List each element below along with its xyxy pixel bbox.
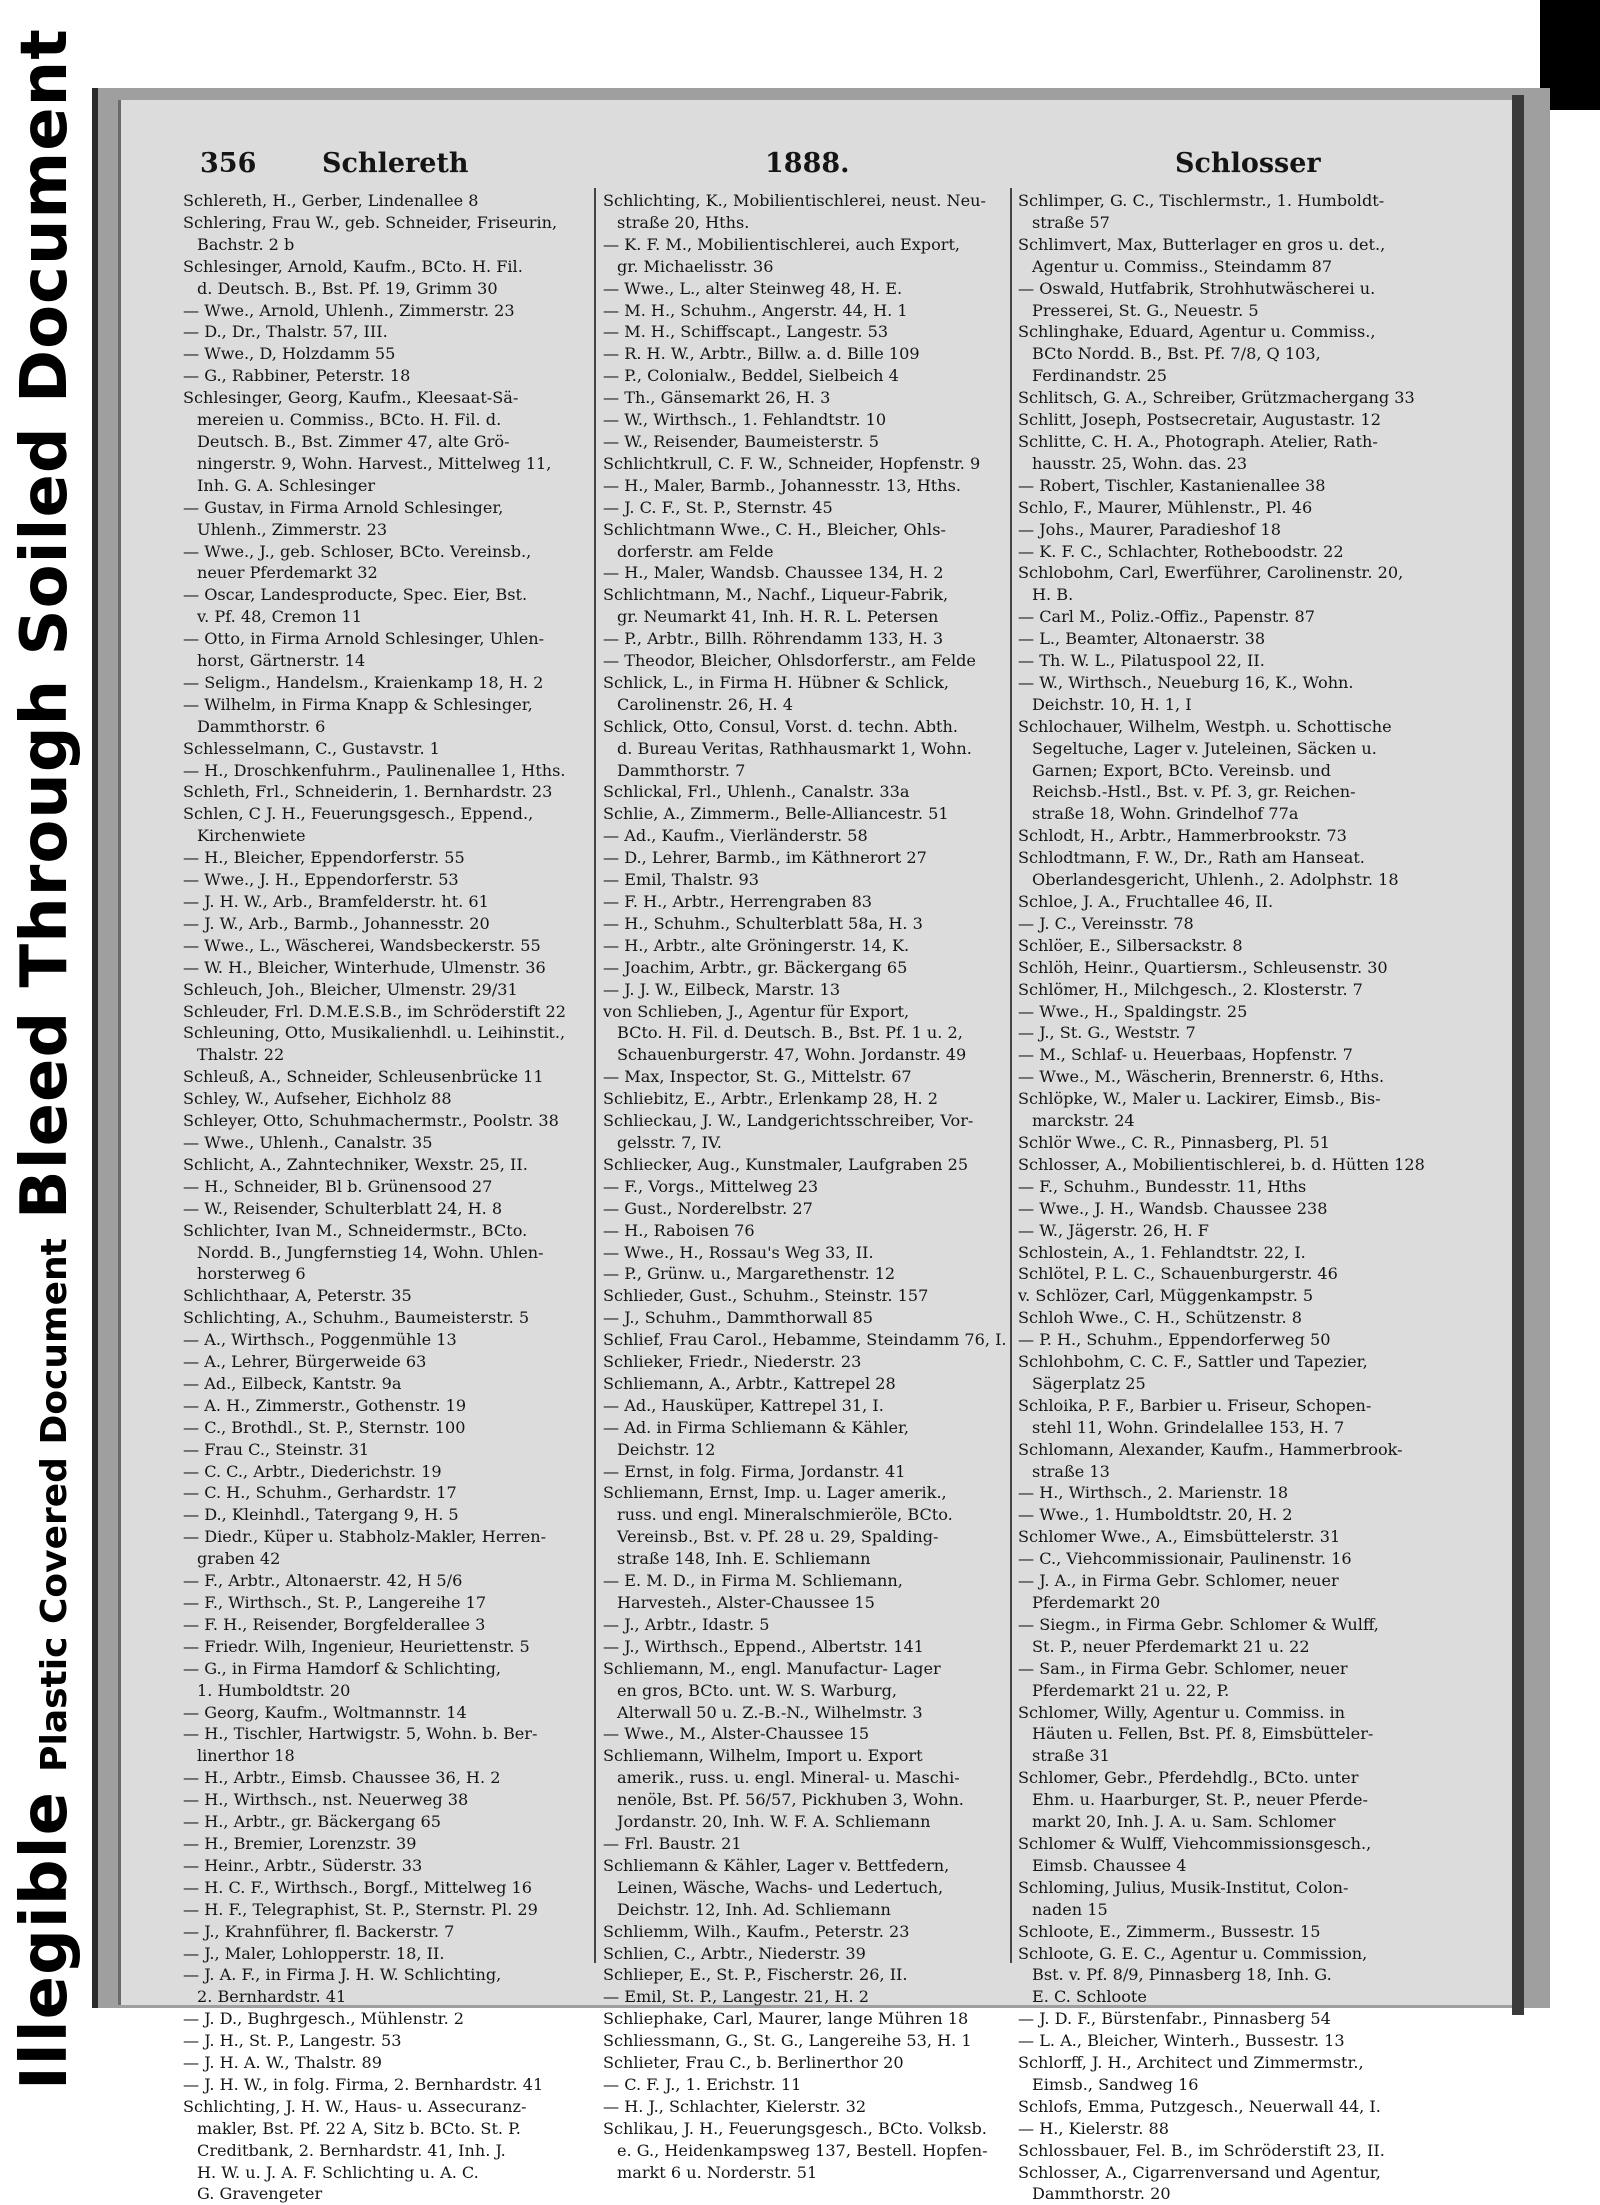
directory-entry-line: — Gust., Norderelbstr. 27 — [603, 1198, 813, 1218]
directory-entry-line: Schlomer, Willy, Agentur u. Commiss. in — [1018, 1702, 1346, 1722]
directory-entry-line: Uhlenh., Zimmerstr. 23 — [197, 519, 388, 539]
directory-entry-line: horsterweg 6 — [197, 1264, 306, 1284]
directory-entry-line: Schauenburgerstr. 47, Wohn. Jordanstr. 49 — [617, 1045, 967, 1065]
directory-entry-line: makler, Bst. Pf. 22 A, Sitz b. BCto. St. P. — [197, 2118, 521, 2138]
directory-entry-line: Schlomer & Wulff, Viehcommissionsgesch., — [1018, 1833, 1372, 1853]
directory-entry-line: 2. Bernhardstr. 41 — [197, 1987, 347, 2007]
directory-entry-line: Schloming, Julius, Musik-Institut, Colon- — [1018, 1877, 1349, 1897]
directory-entry-line: — W., Wirthsch., Neueburg 16, K., Wohn. — [1018, 672, 1354, 692]
directory-entry-line: Harvesteh., Alster-Chaussee 15 — [617, 1593, 875, 1612]
directory-entry-line: Schlötel, P. L. C., Schauenburgerstr. 46 — [1018, 1264, 1338, 1284]
directory-entry-line: — L., Beamter, Altonaerstr. 38 — [1018, 629, 1266, 649]
directory-entry-line: — A. H., Zimmerstr., Gothenstr. 19 — [183, 1395, 467, 1415]
directory-entry-line: — P., Arbtr., Billh. Röhrendamm 133, H. 3 — [603, 629, 944, 649]
header-first-word: Schlereth — [322, 148, 469, 179]
directory-entry-line: amerik., russ. u. engl. Mineral- u. Maschi- — [617, 1768, 960, 1788]
directory-entry-line: Schlöer, E., Silbersackstr. 8 — [1018, 935, 1243, 955]
directory-entry-line: — Seligm., Handelsm., Kraienkamp 18, H. 2 — [183, 672, 544, 692]
directory-entry-line: Thalstr. 22 — [197, 1045, 285, 1065]
directory-entry-line: — Ernst, in folg. Firma, Jordanstr. 41 — [603, 1461, 906, 1481]
directory-entry-line: — J. D. F., Bürstenfabr., Pinnasberg 54 — [1018, 2009, 1331, 2029]
directory-entry-line: Garnen; Export, BCto. Vereinsb. und — [1032, 760, 1331, 780]
directory-entry-line: — Th. W. L., Pilatuspool 22, II. — [1018, 651, 1265, 671]
directory-entry-line: BCto Nordd. B., Bst. Pf. 7/8, Q 103, — [1032, 344, 1321, 364]
directory-entry-line: — Wwe., L., alter Steinweg 48, H. E. — [603, 278, 903, 298]
header-year: 1888. — [765, 148, 850, 179]
directory-entry-line: Reichsb.-Hstl., Bst. v. Pf. 3, gr. Reichen- — [1032, 782, 1356, 802]
directory-entry-line: — Oswald, Hutfabrik, Strohhutwäscherei u. — [1018, 278, 1376, 298]
directory-entry-line: Jordanstr. 20, Inh. W. F. A. Schliemann — [617, 1812, 931, 1832]
condition-plastic-covered: Plastic Covered Document — [34, 1238, 75, 1772]
directory-entry-line: Schlör Wwe., C. R., Pinnasberg, Pl. 51 — [1018, 1132, 1330, 1152]
directory-entry-line: — Sam., in Firma Gebr. Schlomer, neuer — [1018, 1658, 1348, 1678]
directory-entry-line: — M. H., Schuhm., Angerstr. 44, H. 1 — [603, 300, 908, 320]
directory-entry-line: — Robert, Tischler, Kastanienallee 38 — [1018, 475, 1326, 495]
directory-entry-line: Inh. G. A. Schlesinger — [197, 475, 376, 495]
directory-entry-line: — H. J., Schlachter, Kielerstr. 32 — [603, 2096, 867, 2116]
directory-entry-line: Schlie, A., Zimmerm., Belle-Alliancestr. 51 — [603, 804, 949, 824]
directory-entry-line: Schlicht, A., Zahntechniker, Wexstr. 25, II. — [183, 1154, 528, 1174]
directory-entry-line: Schlieter, Frau C., b. Berlinerthor 20 — [603, 2053, 904, 2073]
directory-entry-line: Schlichtmann Wwe., C. H., Bleicher, Ohls- — [603, 519, 946, 539]
directory-entry-line: gelsstr. 7, IV. — [617, 1132, 722, 1152]
directory-entry-line: — Wwe., Arnold, Uhlenh., Zimmerstr. 23 — [183, 300, 515, 320]
directory-entry-line: v. Schlözer, Carl, Müggenkampstr. 5 — [1018, 1286, 1314, 1306]
directory-entry-line: Schlohbohm, C. C. F., Sattler und Tapezier, — [1018, 1352, 1368, 1372]
directory-entry-line: Schlieker, Friedr., Niederstr. 23 — [603, 1352, 862, 1372]
directory-entry-line: Schloote, G. E. C., Agentur u. Commission, — [1018, 1943, 1368, 1963]
directory-entry-line: H. W. u. J. A. F. Schlichting u. A. C. — [197, 2162, 479, 2182]
directory-entry-line: — C., Brothdl., St. P., Sternstr. 100 — [183, 1417, 466, 1437]
directory-column-2 — [603, 190, 1013, 2183]
directory-entry-line: Schlitsch, G. A., Schreiber, Grützmachergang 33 — [1018, 388, 1415, 408]
directory-entry-line: Deichstr. 12, Inh. Ad. Schliemann — [617, 1899, 891, 1919]
directory-entry-line: — Th., Gänsemarkt 26, H. 3 — [603, 388, 831, 408]
directory-entry-line: Schliessmann, G., St. G., Langereihe 53, H. 1 — [603, 2031, 972, 2051]
directory-entry-line: — Frau C., Steinstr. 31 — [183, 1439, 370, 1459]
directory-entry-line: Schliemm, Wilh., Kaufm., Peterstr. 23 — [603, 1921, 910, 1941]
directory-entry-line: — H. F., Telegraphist, St. P., Sternstr. Pl. 29 — [183, 1899, 538, 1919]
directory-entry-line: — H., Droschkenfuhrm., Paulinenallee 1, Hths. — [183, 760, 566, 780]
directory-entry-line: Dammthorstr. 7 — [617, 760, 746, 780]
directory-entry-line: — J. D., Bughrgesch., Mühlenstr. 2 — [183, 2009, 465, 2029]
directory-entry-line: — A., Wirthsch., Poggenmühle 13 — [183, 1330, 457, 1350]
directory-column-3 — [1018, 190, 1428, 2205]
directory-entry-line: — Wwe., H., Spaldingstr. 25 — [1018, 1001, 1248, 1021]
condition-illegible: Illegible — [8, 1791, 82, 2090]
directory-entry-line: stehl 11, Wohn. Grindelallee 153, H. 7 — [1032, 1417, 1345, 1437]
directory-entry-line: — K. F. M., Mobilientischlerei, auch Export, — [603, 234, 961, 254]
directory-entry-line: — Frl. Baustr. 21 — [603, 1833, 742, 1853]
directory-entry-line: Schliebitz, E., Arbtr., Erlenkamp 28, H. 2 — [603, 1089, 939, 1109]
header-last-word: Schlosser — [1175, 148, 1321, 179]
directory-entry-line: — H., Bremier, Lorenzstr. 39 — [183, 1833, 417, 1853]
directory-entry-line: Schlick, L., in Firma H. Hübner & Schlick, — [603, 672, 950, 692]
directory-entry-line: Schlosser, A., Cigarrenversand und Agentur, — [1018, 2162, 1381, 2182]
directory-entry-line: — H., Bleicher, Eppendorferstr. 55 — [183, 848, 465, 868]
directory-entry-line: — F., Schuhm., Bundesstr. 11, Hths — [1018, 1176, 1307, 1196]
directory-entry-line: horst, Gärtnerstr. 14 — [197, 651, 366, 671]
directory-entry-line: G. Gravengeter — [197, 2184, 323, 2204]
directory-entry-line: hausstr. 25, Wohn. das. 23 — [1032, 453, 1248, 473]
directory-entry-line: Schlitt, Joseph, Postsecretair, Augustastr. 12 — [1018, 410, 1381, 430]
directory-entry-line: — H., Wirthsch., 2. Marienstr. 18 — [1018, 1483, 1289, 1503]
directory-entry-line: Schliecker, Aug., Kunstmaler, Laufgraben 25 — [603, 1154, 969, 1174]
directory-entry-line: — P. H., Schuhm., Eppendorferweg 50 — [1018, 1330, 1331, 1350]
directory-entry-line: Schlostein, A., 1. Fehlandtstr. 22, I. — [1018, 1242, 1306, 1262]
directory-entry-line: — Georg, Kaufm., Woltmannstr. 14 — [183, 1702, 467, 1722]
directory-entry-line: ningerstr. 9, Wohn. Harvest., Mittelweg 11, — [197, 453, 552, 473]
directory-entry-line: — H., Wirthsch., nst. Neuerweg 38 — [183, 1790, 469, 1810]
directory-entry-line: — E. M. D., in Firma M. Schliemann, — [603, 1571, 903, 1591]
directory-entry-line: Schlorff, J. H., Architect und Zimmermstr., — [1018, 2053, 1364, 2073]
directory-entry-line: gr. Neumarkt 41, Inh. H. R. L. Petersen — [617, 607, 939, 627]
directory-entry-line: russ. und engl. Mineralschmieröle, BCto. — [617, 1505, 953, 1525]
directory-entry-line: — W., Wirthsch., 1. Fehlandtstr. 10 — [603, 410, 887, 430]
directory-entry-line: Schlichting, J. H. W., Haus- u. Assecuranz- — [183, 2096, 527, 2116]
directory-entry-line: St. P., neuer Pferdemarkt 21 u. 22 — [1032, 1636, 1310, 1656]
directory-entry-line: Schlomer, Gebr., Pferdehdlg., BCto. unter — [1018, 1768, 1359, 1788]
directory-entry-line: — Wwe., L., Wäscherei, Wandsbeckerstr. 55 — [183, 935, 541, 955]
directory-entry-line: naden 15 — [1032, 1899, 1108, 1919]
directory-entry-line: Schlikau, J. H., Feuerungsgesch., BCto. Volksb. — [603, 2118, 987, 2138]
directory-entry-line: Ferdinandstr. 25 — [1032, 366, 1167, 386]
directory-entry-line: Schlömer, H., Milchgesch., 2. Klosterstr. 7 — [1018, 979, 1363, 999]
directory-entry-line: — H., Kielerstr. 88 — [1018, 2118, 1170, 2138]
directory-entry-line: Dammthorstr. 20 — [1032, 2184, 1171, 2204]
directory-entry-line: Schlieder, Gust., Schuhm., Steinstr. 157 — [603, 1286, 929, 1306]
directory-entry-line: — F. H., Reisender, Borgfelderallee 3 — [183, 1614, 486, 1634]
directory-entry-line: — J. H. W., Arb., Bramfelderstr. ht. 61 — [183, 892, 489, 911]
directory-entry-line: dorferstr. am Felde — [617, 541, 774, 561]
directory-entry-line: — C. F. J., 1. Erichstr. 11 — [603, 2074, 802, 2094]
directory-entry-line: — J. A. F., in Firma J. H. W. Schlichting, — [183, 1965, 502, 1985]
directory-entry-line: Schlesinger, Georg, Kaufm., Kleesaat-Sä- — [183, 388, 519, 408]
directory-entry-line: Deichstr. 12 — [617, 1439, 716, 1459]
directory-entry-line: nenöle, Bst. Pf. 56/57, Pickhuben 3, Wohn. — [617, 1790, 964, 1810]
directory-entry-line: Schloote, E., Zimmerm., Bussestr. 15 — [1018, 1921, 1321, 1941]
directory-entry-line: — J., Wirthsch., Eppend., Albertstr. 141 — [603, 1636, 924, 1656]
directory-entry-line: — Otto, in Firma Arnold Schlesinger, Uhlen- — [183, 629, 545, 649]
directory-entry-line: — Wwe., H., Rossau's Weg 33, II. — [603, 1242, 874, 1262]
document-condition-label — [0, 0, 90, 2177]
directory-entry-line: — Carl M., Poliz.-Offiz., Papenstr. 87 — [1018, 607, 1315, 627]
condition-bleed-through: Bleed Through Soiled Document — [8, 28, 82, 1220]
directory-entry-line: e. G., Heidenkampsweg 137, Bestell. Hopfen- — [617, 2140, 988, 2160]
directory-entry-line: — W., Reisender, Schulterblatt 24, H. 8 — [183, 1198, 503, 1218]
directory-entry-line: Schloh Wwe., C. H., Schützenstr. 8 — [1018, 1308, 1302, 1328]
directory-entry-line: — J., Schuhm., Dammthorwall 85 — [603, 1308, 873, 1328]
directory-entry-line: — Wwe., J. H., Eppendorferstr. 53 — [183, 870, 459, 890]
directory-entry-line: Schlichtkrull, C. F. W., Schneider, Hopfenstr. 9 — [603, 453, 981, 473]
directory-entry-line: Schleyer, Otto, Schuhmachermstr., Poolstr. 38 — [183, 1111, 559, 1131]
directory-entry-line: d. Deutsch. B., Bst. Pf. 19, Grimm 30 — [197, 278, 498, 298]
directory-entry-line: — Wwe., J. H., Wandsb. Chaussee 238 — [1018, 1198, 1328, 1218]
directory-entry-line: — P., Grünw. u., Margarethenstr. 12 — [603, 1264, 896, 1284]
directory-entry-line: — Ad., Eilbeck, Kantstr. 9a — [183, 1373, 402, 1393]
directory-entry-line: Schliemann, M., engl. Manufactur- Lager — [603, 1658, 941, 1678]
directory-entry-line: Schlochauer, Wilhelm, Westph. u. Schottische — [1018, 716, 1392, 736]
directory-entry-line: — J. J. W., Eilbeck, Marstr. 13 — [603, 979, 841, 999]
directory-entry-line: Segeltuche, Lager v. Juteleinen, Säcken u. — [1032, 738, 1377, 758]
directory-entry-line: Alterwall 50 u. Z.-B.-N., Wilhelmstr. 3 — [617, 1702, 923, 1722]
directory-entry-line: Schlichting, K., Mobilientischlerei, neust. Neu- — [603, 191, 986, 210]
directory-entry-line: Schlick, Otto, Consul, Vorst. d. techn. Abth. — [603, 716, 958, 736]
directory-entry-line: Eimsb. Chaussee 4 — [1032, 1855, 1187, 1875]
directory-entry-line: graben 42 — [197, 1549, 281, 1569]
directory-entry-line: v. Pf. 48, Cremon 11 — [197, 607, 363, 627]
directory-entry-line: straße 20, Hths. — [617, 212, 750, 232]
directory-entry-line: Schlichtmann, M., Nachf., Liqueur-Fabrik, — [603, 585, 949, 605]
directory-entry-line: — H., Maler, Barmb., Johannesstr. 13, Hths. — [603, 475, 961, 495]
directory-entry-line: Leinen, Wäsche, Wachs- und Ledertuch, — [617, 1877, 944, 1897]
directory-entry-line: Eimsb., Sandweg 16 — [1032, 2074, 1199, 2094]
directory-entry-line: — H., Tischler, Hartwigstr. 5, Wohn. b. Ber- — [183, 1724, 538, 1744]
directory-entry-line: — J. H., St. P., Langestr. 53 — [183, 2031, 402, 2051]
page-number: 356 — [200, 148, 257, 179]
directory-entry-line: — L. A., Bleicher, Winterh., Bussestr. 13 — [1018, 2031, 1345, 2051]
directory-entry-line: Schloika, P. F., Barbier u. Friseur, Schopen- — [1018, 1395, 1372, 1415]
directory-entry-line: Schliephake, Carl, Maurer, lange Mühren 18 — [603, 2009, 969, 2029]
directory-entry-line: — H., Schuhm., Schulterblatt 58a, H. 3 — [603, 913, 923, 933]
column-divider — [594, 188, 596, 1963]
directory-entry-line: Schlodt, H., Arbtr., Hammerbrookstr. 73 — [1018, 826, 1347, 846]
directory-entry-line: Schlien, C., Arbtr., Niederstr. 39 — [603, 1943, 866, 1963]
directory-entry-line: Schleuning, Otto, Musikalienhdl. u. Leihinstit., — [183, 1023, 566, 1043]
directory-entry-line: — Ad., Hausküper, Kattrepel 31, I. — [603, 1395, 884, 1415]
directory-entry-line: Schlichting, A., Schuhm., Baumeisterstr. 5 — [183, 1308, 530, 1328]
directory-entry-line: Schlimvert, Max, Butterlager en gros u. det., — [1018, 234, 1386, 254]
directory-entry-line: — A., Lehrer, Bürgerweide 63 — [183, 1352, 427, 1372]
directory-entry-line: — F., Wirthsch., St. P., Langereihe 17 — [183, 1593, 487, 1612]
directory-entry-line: markt 6 u. Norderstr. 51 — [617, 2162, 818, 2182]
directory-entry-line: Schlossbauer, Fel. B., im Schröderstift 23, II. — [1018, 2140, 1385, 2160]
directory-entry-line: — Emil, St. P., Langestr. 21, H. 2 — [603, 1987, 869, 2007]
directory-entry-line: Schlöh, Heinr., Quartiersm., Schleusenstr. 30 — [1018, 957, 1388, 977]
directory-entry-line: — Wwe., M., Wäscherin, Brennerstr. 6, Hths. — [1018, 1067, 1385, 1087]
directory-entry-line: Schlering, Frau W., geb. Schneider, Friseurin, — [183, 212, 558, 232]
directory-entry-line: Schlimper, G. C., Tischlermstr., 1. Humboldt- — [1018, 191, 1385, 210]
directory-entry-line: Presserei, St. G., Neuestr. 5 — [1032, 300, 1259, 320]
directory-entry-line: Deichstr. 10, H. 1, I — [1032, 694, 1192, 714]
directory-entry-line: von Schlieben, J., Agentur für Export, — [603, 1001, 910, 1021]
directory-entry-line: en gros, BCto. unt. W. S. Warburg, — [617, 1680, 898, 1700]
directory-entry-line: Schlomann, Alexander, Kaufm., Hammerbrook- — [1018, 1439, 1403, 1459]
directory-entry-line: — J. H. A. W., Thalstr. 89 — [183, 2053, 383, 2073]
directory-entry-line: Schlosser, A., Mobilientischlerei, b. d. Hütten 128 — [1018, 1154, 1425, 1174]
directory-entry-line: — Wwe., M., Alster-Chaussee 15 — [603, 1724, 870, 1744]
directory-entry-line: neuer Pferdemarkt 32 — [197, 563, 378, 583]
directory-entry-line: — R. H. W., Arbtr., Billw. a. d. Bille 109 — [603, 344, 920, 364]
directory-entry-line: — J. W., Arb., Barmb., Johannesstr. 20 — [183, 913, 490, 933]
directory-entry-line: Schloe, J. A., Fruchtallee 46, II. — [1018, 892, 1274, 911]
directory-entry-line: — Heinr., Arbtr., Süderstr. 33 — [183, 1855, 423, 1875]
directory-entry-line: straße 148, Inh. E. Schliemann — [617, 1549, 871, 1569]
page-header — [200, 148, 1430, 188]
page-binding-edge — [1512, 95, 1524, 2015]
directory-entry-line: Dammthorstr. 6 — [197, 716, 326, 736]
directory-entry-line: — G., Rabbiner, Peterstr. 18 — [183, 366, 411, 386]
directory-entry-line: Vereinsb., Bst. v. Pf. 28 u. 29, Spalding- — [617, 1527, 939, 1547]
directory-entry-line: — P., Colonialw., Beddel, Sielbeich 4 — [603, 366, 899, 386]
directory-entry-line: Schleth, Frl., Schneiderin, 1. Bernhardstr. 23 — [183, 782, 553, 802]
directory-entry-line: — Wwe., 1. Humboldtstr. 20, H. 2 — [1018, 1505, 1293, 1525]
directory-entry-line: Schlomer Wwe., A., Eimsbüttelerstr. 31 — [1018, 1527, 1341, 1547]
directory-entry-line: — Siegm., in Firma Gebr. Schlomer & Wulff, — [1018, 1614, 1379, 1634]
directory-entry-line: straße 57 — [1032, 212, 1110, 232]
directory-column-1 — [183, 190, 593, 2205]
directory-entry-line: d. Bureau Veritas, Rathhausmarkt 1, Wohn. — [617, 738, 972, 758]
directory-entry-line: — K. F. C., Schlachter, Rotheboodstr. 22 — [1018, 541, 1344, 561]
directory-entry-line: Schlen, C J. H., Feuerungsgesch., Eppend., — [183, 804, 534, 824]
directory-entry-line: — F. H., Arbtr., Herrengraben 83 — [603, 892, 873, 911]
directory-entry-line: — Diedr., Küper u. Stabholz-Makler, Herren- — [183, 1527, 547, 1547]
directory-entry-line: Bst. v. Pf. 8/9, Pinnasberg 18, Inh. G. — [1032, 1965, 1332, 1985]
directory-entry-line: — J., Krahnführer, fl. Backerstr. 7 — [183, 1921, 455, 1941]
directory-entry-line: Oberlandesgericht, Uhlenh., 2. Adolphstr. 18 — [1032, 870, 1399, 890]
directory-entry-line: Agentur u. Commiss., Steindamm 87 — [1032, 256, 1333, 276]
directory-entry-line: — Wwe., Uhlenh., Canalstr. 35 — [183, 1132, 433, 1152]
directory-entry-line: Schliemann, Ernst, Imp. u. Lager amerik., — [603, 1483, 947, 1503]
directory-entry-line: Schley, W., Aufseher, Eichholz 88 — [183, 1089, 452, 1109]
directory-entry-line: — M., Schlaf- u. Heuerbaas, Hopfenstr. 7 — [1018, 1045, 1353, 1065]
directory-entry-line: — C., Viehcommissionair, Paulinenstr. 16 — [1018, 1549, 1352, 1569]
directory-entry-line: Schlitte, C. H. A., Photograph. Atelier, Rath- — [1018, 431, 1378, 451]
directory-entry-line: 1. Humboldtstr. 20 — [197, 1680, 351, 1700]
directory-entry-line: — W., Jägerstr. 26, H. F — [1018, 1220, 1209, 1240]
directory-entry-line: — H., Schneider, Bl b. Grünensood 27 — [183, 1176, 493, 1196]
directory-entry-line: markt 20, Inh. J. A. u. Sam. Schlomer — [1032, 1812, 1336, 1832]
directory-entry-line: — D., Kleinhdl., Tatergang 9, H. 5 — [183, 1505, 459, 1525]
directory-entry-line: — H., Arbtr., Eimsb. Chaussee 36, H. 2 — [183, 1768, 501, 1788]
directory-entry-line: Schlodtmann, F. W., Dr., Rath am Hanseat. — [1018, 848, 1365, 868]
directory-entry-line: — J. A., in Firma Gebr. Schlomer, neuer — [1018, 1571, 1339, 1591]
directory-entry-line: marckstr. 24 — [1032, 1111, 1135, 1131]
directory-entry-line: Schleuß, A., Schneider, Schleusenbrücke 11 — [183, 1067, 544, 1087]
directory-entry-line: — C. H., Schuhm., Gerhardstr. 17 — [183, 1483, 457, 1503]
directory-entry-line: Kirchenwiete — [197, 826, 306, 846]
directory-entry-line: — Emil, Thalstr. 93 — [603, 870, 759, 890]
directory-entry-line: Deutsch. B., Bst. Zimmer 47, alte Grö- — [197, 431, 510, 451]
directory-entry-line: Schliemann, A., Arbtr., Kattrepel 28 — [603, 1373, 896, 1393]
directory-entry-line: mereien u. Commiss., BCto. H. Fil. d. — [197, 410, 502, 430]
directory-entry-line: — G., in Firma Hamdorf & Schlichting, — [183, 1658, 502, 1678]
directory-entry-line: — H., Arbtr., alte Gröningerstr. 14, K. — [603, 935, 910, 955]
directory-entry-line: — J., Maler, Lohlopperstr. 18, II. — [183, 1943, 445, 1963]
directory-entry-line: — W., Reisender, Baumeisterstr. 5 — [603, 431, 879, 451]
directory-entry-line: — H., Maler, Wandsb. Chaussee 134, H. 2 — [603, 563, 944, 583]
directory-entry-line: Carolinenstr. 26, H. 4 — [617, 694, 793, 714]
directory-entry-line: — Joachim, Arbtr., gr. Bäckergang 65 — [603, 957, 908, 977]
directory-entry-line: BCto. H. Fil. d. Deutsch. B., Bst. Pf. 1 u. 2, — [617, 1023, 963, 1043]
directory-entry-line: Schlöpke, W., Maler u. Lackirer, Eimsb., Bis- — [1018, 1089, 1381, 1109]
directory-entry-line: Schlesselmann, C., Gustavstr. 1 — [183, 738, 440, 758]
directory-entry-line: straße 31 — [1032, 1746, 1110, 1766]
directory-entry-line: — J. H. W., in folg. Firma, 2. Bernhardstr. 41 — [183, 2074, 544, 2094]
directory-entry-line: — H., Arbtr., gr. Bäckergang 65 — [183, 1812, 441, 1832]
directory-entry-line: Schlinghake, Eduard, Agentur u. Commiss., — [1018, 322, 1376, 342]
directory-entry-line: Bachstr. 2 b — [197, 234, 295, 254]
directory-entry-line: — J., Arbtr., Idastr. 5 — [603, 1614, 770, 1634]
directory-entry-line: Schlickal, Frl., Uhlenh., Canalstr. 33a — [603, 782, 910, 802]
directory-entry-line: Schleuch, Joh., Bleicher, Ulmenstr. 29/31 — [183, 979, 518, 999]
directory-entry-line: — C. C., Arbtr., Diederichstr. 19 — [183, 1461, 442, 1481]
directory-entry-line: Schliemann, Wilhelm, Import u. Export — [603, 1746, 923, 1766]
directory-entry-line: — D., Dr., Thalstr. 57, III. — [183, 322, 388, 342]
directory-entry-line: — Ad., Kaufm., Vierländerstr. 58 — [603, 826, 868, 846]
directory-entry-line: straße 18, Wohn. Grindelhof 77a — [1032, 804, 1299, 824]
directory-entry-line: Schlichter, Ivan M., Schneidermstr., BCto. — [183, 1220, 528, 1240]
directory-entry-line: Sägerplatz 25 — [1032, 1373, 1146, 1393]
directory-entry-line: — J., St. G., Weststr. 7 — [1018, 1023, 1196, 1043]
directory-entry-line: H. B. — [1032, 585, 1074, 605]
directory-entry-line: — W. H., Bleicher, Winterhude, Ulmenstr. 36 — [183, 957, 546, 977]
directory-entry-line: — Johs., Maurer, Paradieshof 18 — [1018, 519, 1281, 539]
directory-entry-line: Schlieper, E., St. P., Fischerstr. 26, II. — [603, 1965, 908, 1985]
directory-entry-line: straße 13 — [1032, 1461, 1110, 1481]
directory-entry-line: Schlief, Frau Carol., Hebamme, Steindamm 76, I. — [603, 1330, 1007, 1350]
directory-entry-line: Schleuder, Frl. D.M.E.S.B., im Schröderstift 22 — [183, 1001, 567, 1021]
directory-entry-line: Schliemann & Kähler, Lager v. Bettfedern, — [603, 1855, 950, 1875]
directory-entry-line: — Max, Inspector, St. G., Mittelstr. 67 — [603, 1067, 912, 1087]
directory-entry-line: Schlo, F., Maurer, Mühlenstr., Pl. 46 — [1018, 497, 1313, 517]
directory-entry-line: — D., Lehrer, Barmb., im Käthnerort 27 — [603, 848, 927, 868]
directory-entry-line: Schlichthaar, A, Peterstr. 35 — [183, 1286, 412, 1306]
directory-entry-line: Schlesinger, Arnold, Kaufm., BCto. H. Fil. — [183, 256, 523, 276]
directory-entry-line: gr. Michaelisstr. 36 — [617, 256, 774, 276]
directory-entry-line: Pferdemarkt 21 u. 22, P. — [1032, 1680, 1230, 1700]
directory-entry-line: — Theodor, Bleicher, Ohlsdorferstr., am Felde — [603, 651, 976, 671]
directory-entry-line: — J. C., Vereinsstr. 78 — [1018, 913, 1194, 933]
directory-entry-line: — F., Arbtr., Altonaerstr. 42, H 5/6 — [183, 1571, 463, 1591]
directory-entry-line: — Wwe., D, Holzdamm 55 — [183, 344, 396, 364]
directory-entry-line: Ehm. u. Haarburger, St. P., neuer Pferde- — [1032, 1790, 1368, 1810]
directory-entry-line: Schlobohm, Carl, Ewerführer, Carolinenstr. 20, — [1018, 563, 1404, 583]
directory-entry-line: Schlereth, H., Gerber, Lindenallee 8 — [183, 191, 479, 210]
directory-entry-line: Nordd. B., Jungfernstieg 14, Wohn. Uhlen- — [197, 1242, 544, 1262]
directory-entry-line: — Wwe., J., geb. Schloser, BCto. Vereinsb., — [183, 541, 532, 561]
directory-entry-line: — Ad. in Firma Schliemann & Kähler, — [603, 1417, 910, 1437]
directory-entry-line: linerthor 18 — [197, 1746, 295, 1766]
directory-entry-line: Schlofs, Emma, Putzgesch., Neuerwall 44, I. — [1018, 2096, 1381, 2116]
directory-entry-line: Häuten u. Fellen, Bst. Pf. 8, Eimsbütteler- — [1032, 1724, 1374, 1744]
directory-entry-line: Schlieckau, J. W., Landgerichtsschreiber, Vor- — [603, 1111, 974, 1131]
directory-entry-line: E. C. Schloote — [1032, 1987, 1147, 2007]
directory-entry-line: Pferdemarkt 20 — [1032, 1593, 1161, 1612]
directory-entry-line: Creditbank, 2. Bernhardstr. 41, Inh. J. — [197, 2140, 506, 2160]
directory-entry-line: — Oscar, Landesproducte, Spec. Eier, Bst. — [183, 585, 528, 605]
directory-entry-line: — M. H., Schiffscapt., Langestr. 53 — [603, 322, 889, 342]
directory-entry-line: — J. C. F., St. P., Sternstr. 45 — [603, 497, 833, 517]
directory-entry-line: — H., Raboisen 76 — [603, 1220, 755, 1240]
directory-entry-line: — F., Vorgs., Mittelweg 23 — [603, 1176, 819, 1196]
directory-entry-line: — Gustav, in Firma Arnold Schlesinger, — [183, 497, 504, 517]
directory-entry-line: — H. C. F., Wirthsch., Borgf., Mittelweg 16 — [183, 1877, 533, 1897]
directory-entry-line: — Wilhelm, in Firma Knapp & Schlesinger, — [183, 694, 533, 714]
directory-entry-line: — Friedr. Wilh, Ingenieur, Heuriettenstr. 5 — [183, 1636, 530, 1656]
